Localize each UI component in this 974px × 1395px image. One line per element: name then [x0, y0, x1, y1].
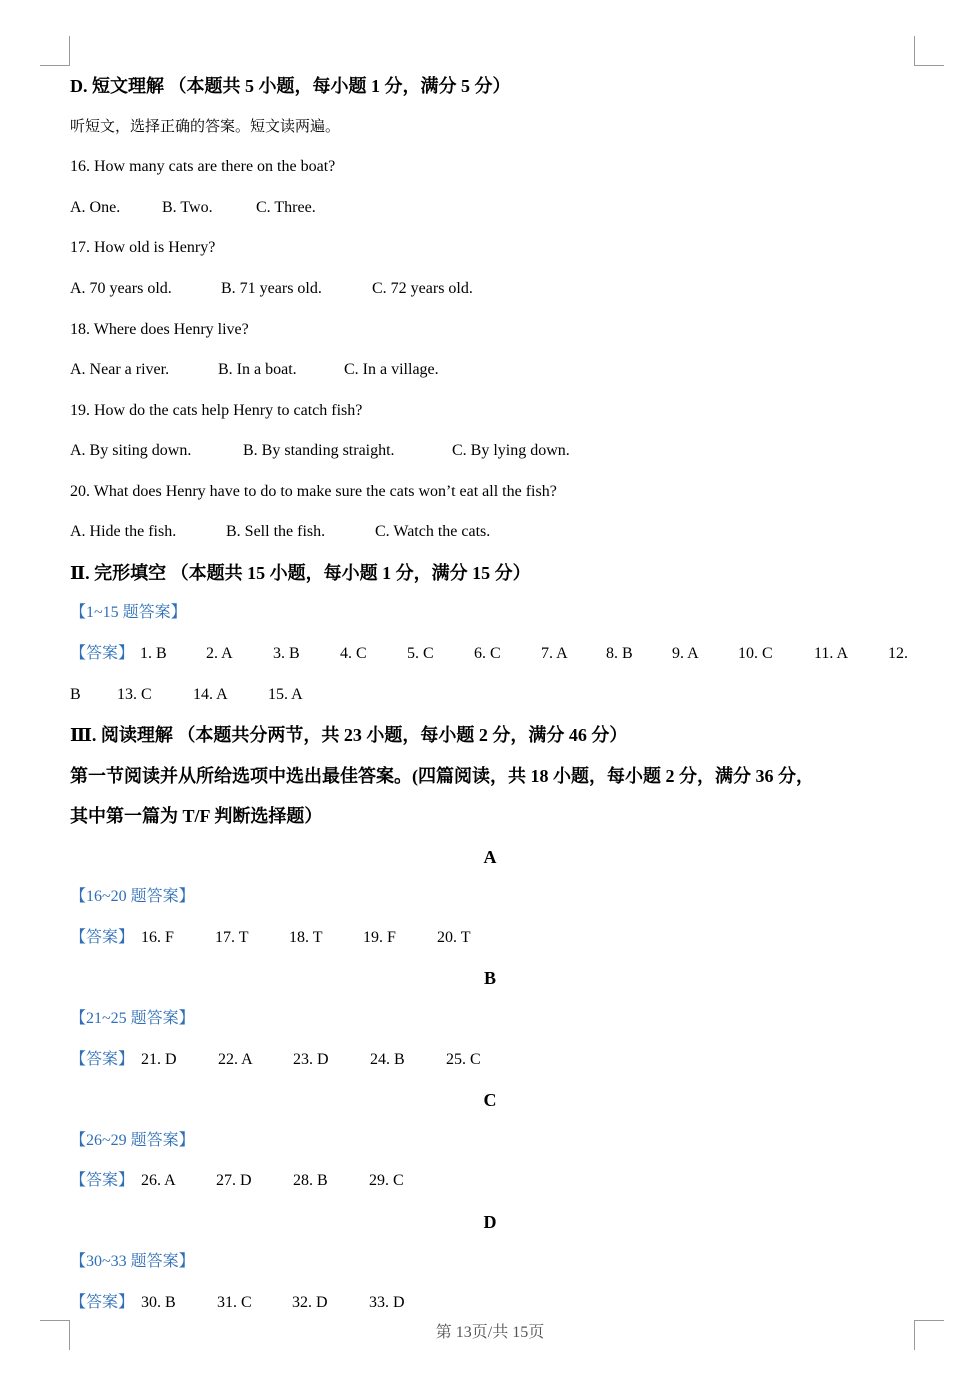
- crop-mark-top-right-v: [914, 36, 915, 66]
- answer: 30. B: [141, 1294, 176, 1311]
- answer: 7. A: [541, 645, 568, 662]
- crop-mark-top-left-v: [69, 36, 70, 66]
- question-20: 20. What does Henry have to do to make sure the cats won’t eat all the fish?: [70, 483, 557, 500]
- answer: 32. D: [292, 1294, 328, 1311]
- answer: 25. C: [446, 1051, 481, 1068]
- answer: 13. C: [117, 686, 152, 703]
- answer: B: [70, 686, 81, 703]
- answers-passage-a: [70, 928, 470, 948]
- answer: 19. F: [363, 929, 396, 946]
- answer: 14. A: [193, 686, 228, 703]
- answer-label: 【答案】: [70, 929, 135, 946]
- answer: 3. B: [273, 645, 300, 662]
- section-3-part1-line1: 第一节阅读并从所给选项中选出最佳答案。(四篇阅读，共 18 小题，每小题 2 分，满分 36 分，: [70, 766, 814, 786]
- answer-label: 【答案】: [70, 1172, 135, 1189]
- passage-letter: B: [483, 968, 496, 988]
- option: B. Sell the fish.: [226, 523, 326, 540]
- passage-letter: D: [483, 1212, 497, 1232]
- question-16: 16. How many cats are there on the boat?: [70, 158, 336, 175]
- answers-1-15-line2: [70, 685, 303, 705]
- question-18-options: [70, 360, 439, 380]
- answer: 33. D: [369, 1294, 405, 1311]
- section-d-instruction: 听短文，选择正确的答案。短文读两遍。: [70, 119, 341, 135]
- option: A. 70 years old.: [70, 280, 172, 297]
- answers-passage-c: [70, 1171, 404, 1191]
- option: C. In a village.: [344, 361, 439, 378]
- answer: 11. A: [814, 645, 849, 662]
- option: C. 72 years old.: [372, 280, 473, 297]
- answer-label: 【答案】: [70, 645, 135, 662]
- answer-label: 【答案】: [70, 1294, 135, 1311]
- answer: 22. A: [218, 1051, 253, 1068]
- question-20-options: [70, 522, 490, 542]
- passage-letter: A: [483, 847, 497, 867]
- option: A. Near a river.: [70, 361, 170, 378]
- answer: 28. B: [293, 1172, 328, 1189]
- answer: 6. C: [474, 645, 501, 662]
- answer-range-label: 【30~33 题答案】: [70, 1253, 195, 1270]
- crop-mark-top-left-h: [40, 65, 70, 66]
- answer: 15. A: [268, 686, 303, 703]
- section-3-part1-line2: 其中第一篇为 T/F 判断选择题）: [70, 806, 323, 826]
- question-17: 17. How old is Henry?: [70, 239, 216, 256]
- crop-mark-top-right-h: [914, 65, 944, 66]
- answers-1-15-line1: [70, 644, 908, 664]
- answer-range-label: 【26~29 题答案】: [70, 1132, 195, 1149]
- answer: 31. C: [217, 1294, 252, 1311]
- option: C. Three.: [256, 199, 316, 216]
- question-19: 19. How do the cats help Henry to catch fish?: [70, 402, 363, 419]
- passage-letter: C: [483, 1090, 497, 1110]
- question-17-options: [70, 279, 473, 299]
- option: A. One.: [70, 199, 121, 216]
- option: A. By siting down.: [70, 442, 192, 459]
- answer: 5. C: [407, 645, 434, 662]
- option: B. In a boat.: [218, 361, 297, 378]
- option: B. Two.: [162, 199, 213, 216]
- answer: 8. B: [606, 645, 633, 662]
- page-number: 第 13页/共 15页: [435, 1324, 545, 1341]
- option: B. 71 years old.: [221, 280, 322, 297]
- answer: 18. T: [289, 929, 323, 946]
- answer: 4. C: [340, 645, 367, 662]
- question-18: 18. Where does Henry live?: [70, 321, 249, 338]
- answer: 23. D: [293, 1051, 329, 1068]
- answer: 2. A: [206, 645, 233, 662]
- answer: 16. F: [141, 929, 174, 946]
- answers-passage-b: [70, 1050, 481, 1070]
- answer: 29. C: [369, 1172, 404, 1189]
- answer: 17. T: [215, 929, 249, 946]
- answer-label: 【答案】: [70, 1051, 135, 1068]
- answer-range-label: 【21~25 题答案】: [70, 1010, 195, 1027]
- answer-range-label: 【1~15 题答案】: [70, 604, 187, 621]
- answer: 27. D: [216, 1172, 252, 1189]
- option: C. By lying down.: [452, 442, 570, 459]
- option: B. By standing straight.: [243, 442, 395, 459]
- answer: 1. B: [140, 645, 167, 662]
- answers-passage-d: [70, 1293, 405, 1313]
- answer: 26. A: [141, 1172, 176, 1189]
- section-d-title: D. 短文理解 （本题共 5 小题，每小题 1 分，满分 5 分）: [70, 76, 511, 96]
- answer: 12.: [888, 645, 908, 662]
- answer: 20. T: [437, 929, 471, 946]
- question-19-options: [70, 441, 570, 461]
- answer: 10. C: [738, 645, 773, 662]
- answer: 9. A: [672, 645, 699, 662]
- option: A. Hide the fish.: [70, 523, 177, 540]
- answer: 21. D: [141, 1051, 177, 1068]
- section-2-title: Ⅱ. 完形填空 （本题共 15 小题，每小题 1 分，满分 15 分）: [70, 563, 531, 583]
- answer: 24. B: [370, 1051, 405, 1068]
- section-3-title: Ⅲ. 阅读理解 （本题共分两节，共 23 小题，每小题 2 分，满分 46 分）: [70, 725, 628, 745]
- question-16-options: [70, 198, 316, 218]
- answer-range-label: 【16~20 题答案】: [70, 888, 195, 905]
- option: C. Watch the cats.: [375, 523, 491, 540]
